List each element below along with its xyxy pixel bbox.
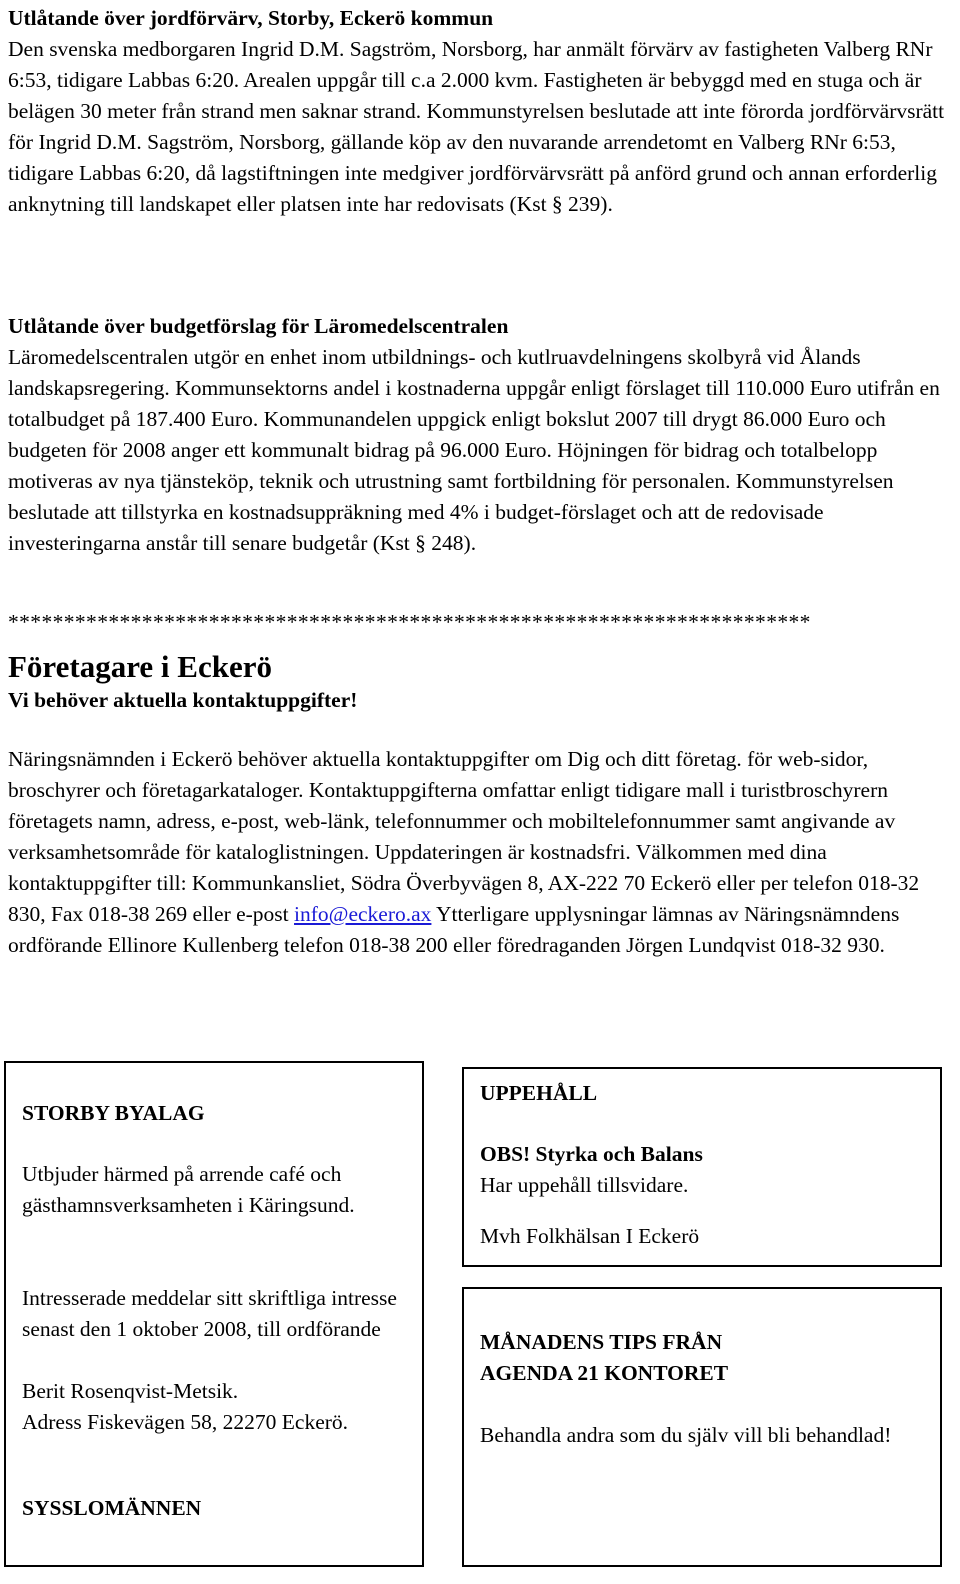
uppehall-heading: UPPEHÅLL xyxy=(480,1081,598,1105)
budget-body: Läromedelscentralen utgör en enhet inom utbildnings- och kutlruavdelningens skolbyrå vid Ålands landskapsregering. Kommunsektorns andel i kostnaderna uppgår enligt förslaget till 110.000 Euro utifrån en totalbudget på 187.400 Euro. Kommunandelen uppgick enligt bokslut 2007 till drygt 86.000 Euro och budgeten för 2008 anger ett kommunalt bidrag på 96.000 Euro. Höjningen för bidrag och totalbelopp motiveras av nya tjänsteköp, teknik och utrustning samt fortbildning för personalen. Kommunstyrelsen beslutade att tillstyrka en kostnadsuppräkning med 4% i budget-förslaget och att de redovisade investeringarna anstår till senare budgetår (Kst § 248). xyxy=(8,345,940,555)
foretagare-paragraph xyxy=(8,744,958,961)
foretagare-body-end: Ytterligare upplysningar lämnas av Näringsnämndens ordförande Ellinore Kullenberg telefon 018-38 200 eller föredraganden Jörgen Lundqvist 018-32 930. xyxy=(8,902,900,957)
budget-paragraph xyxy=(8,311,958,559)
storby-contact-name: Berit Rosenqvist-Metsik. xyxy=(22,1379,239,1403)
storby-footer: SYSSLOMÄNNEN xyxy=(22,1496,202,1520)
section-foretagare xyxy=(8,744,958,961)
tips-heading-line2: AGENDA 21 KONTORET xyxy=(480,1361,729,1385)
uppehall-subheading: OBS! Styrka och Balans xyxy=(480,1142,703,1166)
budget-title: Utlåtande över budgetförslag för Läromedelscentralen xyxy=(8,314,509,338)
tips-body: Behandla andra som du själv vill bli behandlad! xyxy=(480,1423,892,1447)
storby-address: Adress Fiskevägen 58, 22270 Eckerö. xyxy=(22,1410,349,1434)
storby-para2: Intresserade meddelar sitt skriftliga intresse senast den 1 oktober 2008, till ordförande xyxy=(22,1286,397,1341)
storby-byalag-box xyxy=(4,1061,424,1567)
section-budgetforslag xyxy=(8,311,958,559)
uppehall-signature: Mvh Folkhälsan I Eckerö xyxy=(480,1224,700,1248)
foretagare-body-start: Näringsnämnden i Eckerö behöver aktuella kontaktuppgifter om Dig och ditt företag. för web-sidor, broschyrer och företagarkataloger. Kontaktuppgifterna omfattar enligt tidigare mall i turistbroschyrern företagets namn, adress, e-post, web-länk, telefonnummer och mobiltelefonnummer samt angivande av verksamhetsområde för kataloglistningen. Uppdateringen är kostnadsfri. Välkommen med dina kontaktuppgifter till: Kommunkansliet, Södra Överbyvägen 8, AX-222 70 Eckerö eller per telefon 018-32 830, Fax 018-38 269 eller e-post xyxy=(8,747,920,926)
email-link[interactable]: info@eckero.ax xyxy=(294,902,432,926)
uppehall-box xyxy=(462,1067,942,1267)
jordforvarv-body: Den svenska medborgaren Ingrid D.M. Sagström, Norsborg, har anmält förvärv av fastigheten Valberg RNr 6:53, tidigare Labbas 6:20. Arealen uppgår till c.a 2.000 kvm. Fastigheten är bebyggd med en stuga och är belägen 30 meter från strand men saknar strand. Kommunstyrelsen beslutade att inte förorda jordförvärvsrätt för Ingrid D.M. Sagström, Norsborg, gällande köp av den nuvarande arrendetomt en Valberg RNr 6:53, tidigare Labbas 6:20, då lagstiftningen inte medgiver jordförvärvsrätt på anförd grund och annan erforderlig anknytning till landskapet eller platsen inte har redovisats (Kst § 239). xyxy=(8,37,945,216)
tips-heading-line1: MÅNADENS TIPS FRÅN xyxy=(480,1330,723,1354)
agenda21-tips-box xyxy=(462,1287,942,1567)
jordforvarv-paragraph xyxy=(8,3,958,220)
uppehall-line: Har uppehåll tillsvidare. xyxy=(480,1173,689,1197)
foretagare-subtitle: Vi behöver aktuella kontaktuppgifter! xyxy=(8,688,358,712)
foretagare-title: Företagare i Eckerö xyxy=(8,649,272,684)
jordforvarv-title: Utlåtande över jordförvärv, Storby, Eckerö kommun xyxy=(8,6,494,30)
asterisk-divider: ************************************************************************ xyxy=(8,610,811,634)
storby-heading: STORBY BYALAG xyxy=(22,1101,205,1125)
storby-para1: Utbjuder härmed på arrende café och gästhamnsverksamheten i Käringsund. xyxy=(22,1162,355,1217)
section-jordforvarv xyxy=(8,3,958,220)
